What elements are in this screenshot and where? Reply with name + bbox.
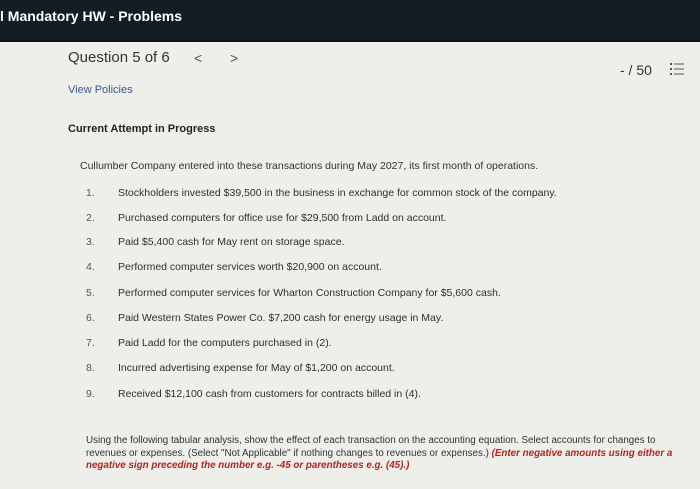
transaction-text: Received $12,100 cash from customers for contracts billed in (4).	[118, 388, 421, 400]
points-display: - / 50	[620, 62, 652, 78]
transaction-text: Paid Western States Power Co. $7,200 cash for energy usage in May.	[118, 312, 444, 324]
problem-intro: Cullumber Company entered into these transactions during May 2027, its first month of operations.	[80, 160, 539, 172]
view-policies-link[interactable]: View Policies	[68, 84, 133, 96]
transaction-item	[86, 287, 646, 299]
transaction-number: 6.	[86, 312, 95, 324]
transaction-text: Performed computer services for Wharton Construction Company for $5,600 cash.	[118, 287, 501, 299]
list-icon[interactable]	[670, 62, 684, 76]
transaction-item	[86, 261, 646, 273]
next-question-button[interactable]: >	[230, 50, 239, 66]
instructions-text: Using the following tabular analysis, show the effect of each transaction on the accounting equation. Select accounts for changes to revenues or expenses. (Select "Not Applicable" if nothing changes to revenues or expenses.)	[86, 435, 656, 459]
instructions	[86, 435, 686, 473]
transaction-text: Incurred advertising expense for May of $1,200 on account.	[118, 362, 395, 374]
transaction-number: 1.	[86, 187, 95, 199]
transaction-text: Paid Ladd for the computers purchased in (2).	[118, 337, 332, 349]
transaction-text: Purchased computers for office use for $29,500 from Ladd on account.	[118, 212, 447, 224]
transaction-item	[86, 187, 646, 199]
transaction-number: 8.	[86, 362, 95, 374]
transaction-item	[86, 312, 646, 324]
transaction-text: Paid $5,400 cash for May rent on storage space.	[118, 236, 345, 248]
assignment-title: l Mandatory HW - Problems	[0, 8, 183, 24]
attempt-status-label: Current Attempt in Progress	[68, 123, 216, 135]
transaction-number: 7.	[86, 337, 95, 349]
question-position: Question 5 of 6	[68, 49, 170, 66]
transaction-item	[86, 236, 646, 248]
transaction-number: 9.	[86, 388, 95, 400]
transaction-item	[86, 212, 646, 224]
previous-question-button[interactable]: <	[194, 50, 203, 66]
top-bar	[0, 0, 700, 42]
transaction-item	[86, 337, 646, 349]
transaction-number: 4.	[86, 261, 95, 273]
instructions-emphasis: (Enter negative amounts using either a negative sign preceding the number e.g. -45 or parentheses e.g. (45).)	[86, 447, 673, 471]
transaction-number: 5.	[86, 287, 95, 299]
transaction-number: 3.	[86, 236, 95, 248]
transaction-number: 2.	[86, 212, 95, 224]
transaction-text: Performed computer services worth $20,900 on account.	[118, 261, 382, 273]
transaction-text: Stockholders invested $39,500 in the business in exchange for common stock of the company.	[118, 187, 557, 199]
transaction-item	[86, 388, 646, 400]
transaction-item	[86, 362, 646, 374]
